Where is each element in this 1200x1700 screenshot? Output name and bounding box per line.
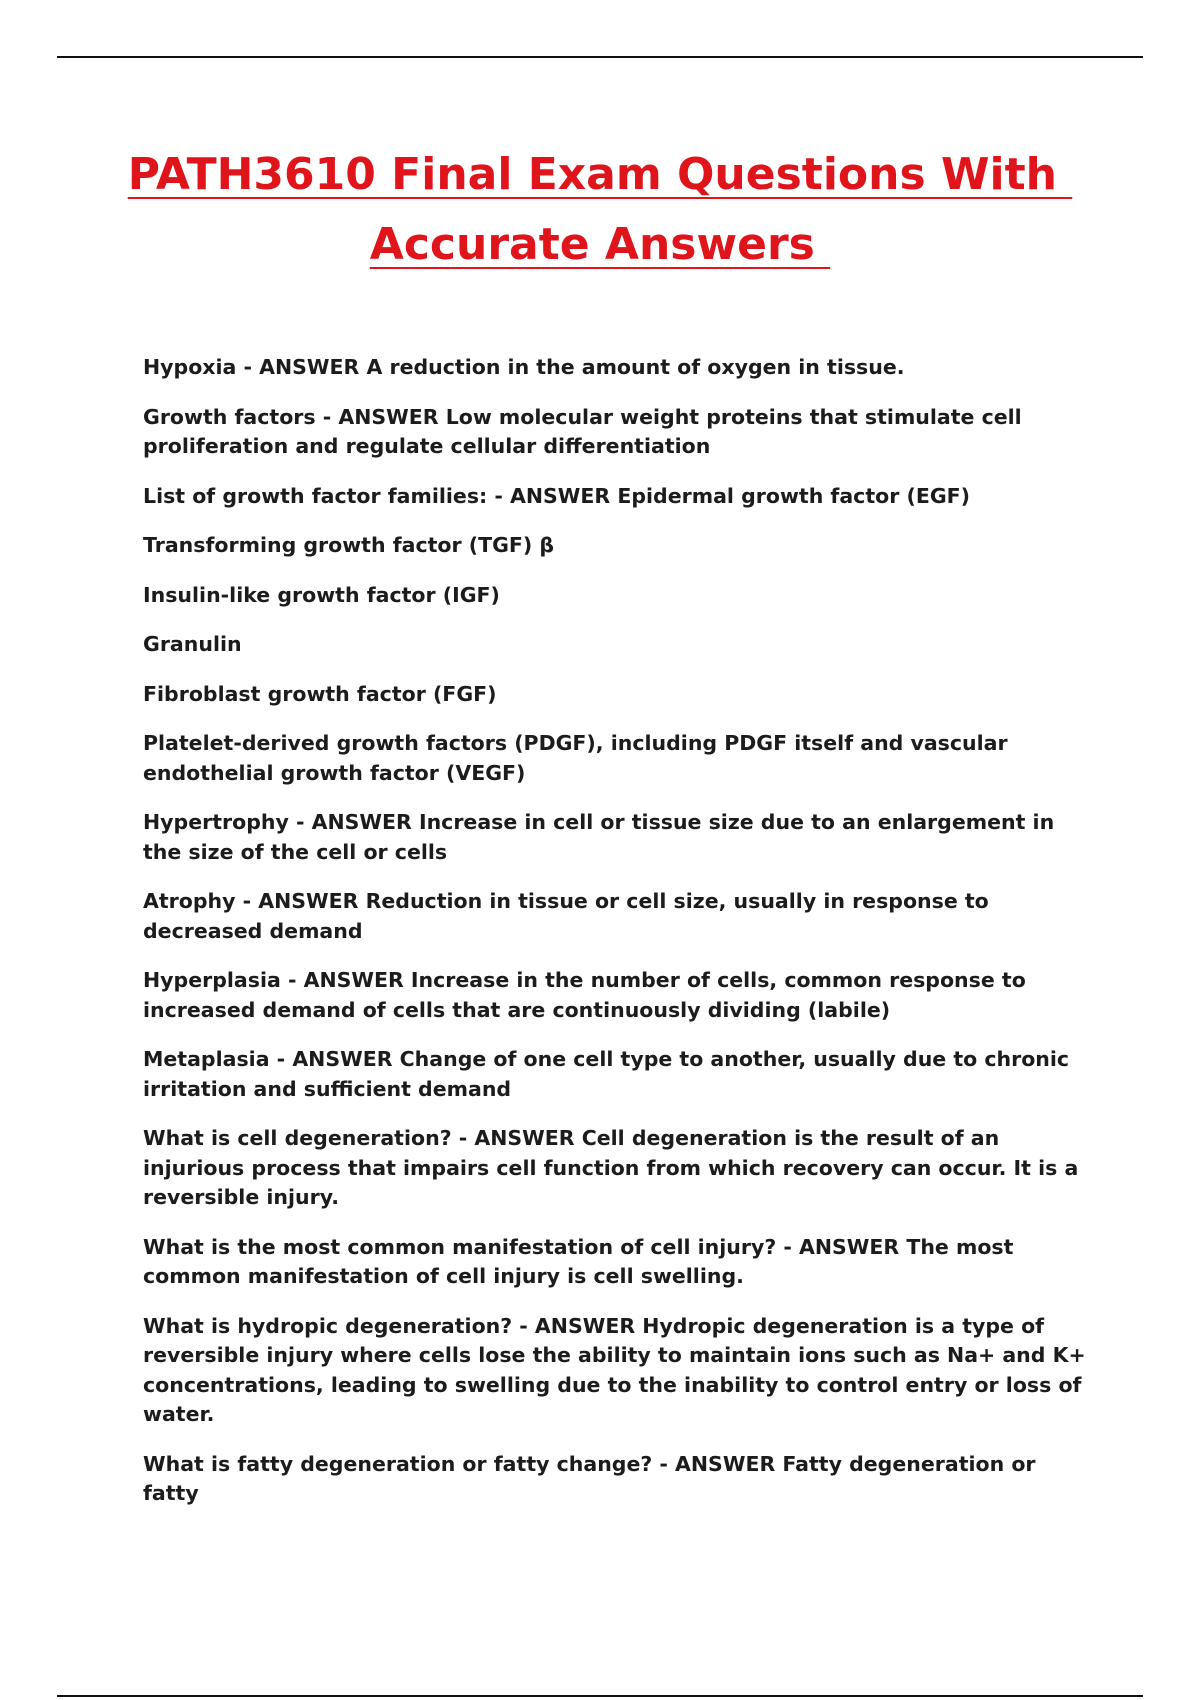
qa-entry: Hypertrophy - ANSWER Increase in cell or tissue size due to an enlargement in the size of the cell or cells [143,810,1055,864]
qa-entry: Transforming growth factor (TGF) β [143,533,555,557]
qa-entry: Hyperplasia - ANSWER Increase in the number of cells, common response to increased demand of cells that are continuously dividing (labile) [143,968,1026,1022]
qa-entry: What is cell degeneration? - ANSWER Cell degeneration is the result of an injurious process that impairs cell function from which recovery can occur. It is a reversible injury. [143,1126,1079,1209]
qa-entry: Atrophy - ANSWER Reduction in tissue or cell size, usually in response to decreased demand [143,889,989,943]
qa-entry: Growth factors - ANSWER Low molecular weight proteins that stimulate cell proliferation and regulate cellular differentiation [143,404,1022,458]
qa-list [143,353,1088,1529]
qa-entry: What is the most common manifestation of cell injury? - ANSWER The most common manifestation of cell injury is cell swelling. [143,1234,1014,1288]
qa-entry: What is hydropic degeneration? - ANSWER Hydropic degeneration is a type of reversible injury where cells lose the ability to maintain ions such as Na+ and K+ concentrations, leading to swelling due to the inability to control entry or loss of water. [143,1313,1086,1426]
qa-entry: Granulin [143,632,242,656]
qa-entry: What is fatty degeneration or fatty change? - ANSWER Fatty degeneration or fatty [143,1451,1036,1505]
qa-entry: Platelet-derived growth factors (PDGF), including PDGF itself and vascular endothelial growth factor (VEGF) [143,731,1008,785]
qa-entry: Insulin-like growth factor (IGF) [143,582,500,607]
qa-entry: Fibroblast growth factor (FGF) [143,681,497,706]
header-rule [57,56,1143,58]
footer-rule [57,1695,1143,1697]
title-line-1: PATH3610 Final Exam Questions With [127,149,1073,200]
qa-entry: Metaplasia - ANSWER Change of one cell type to another, usually due to chronic irritation and sufficient demand [143,1047,1070,1101]
document-title [0,140,1200,280]
title-line-2: Accurate Answers [369,219,831,270]
qa-entry: List of growth factor families: - ANSWER Epidermal growth factor (EGF) [143,483,971,508]
qa-entry: Hypoxia - ANSWER A reduction in the amount of oxygen in tissue. [143,355,905,379]
